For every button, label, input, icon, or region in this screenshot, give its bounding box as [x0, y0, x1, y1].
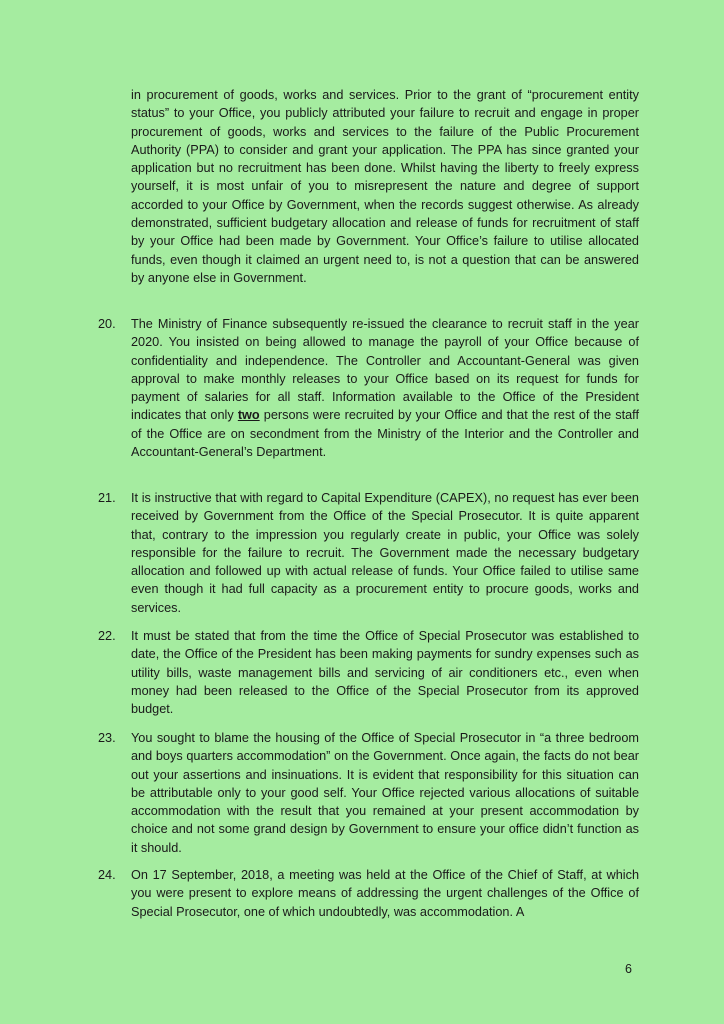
paragraph-number: 22.: [98, 629, 116, 643]
paragraph-text-part2: persons were recruited by your Office and that the rest of the staff of the Office are on secondment from the Ministry of the Interior and the Controller and Accountant-General’s Department.: [131, 408, 639, 460]
paragraph-text: You sought to blame the housing of the Office of Special Prosecutor in “a three bedroom and boys quarters accommodation” on the Government. Once again, the facts do not bear out your assertions and insinuations. It is evident that responsibility for this situation can be attributable only to your good self. Your Office rejected various allocations of suitable accommodation with the result that you remained at your present accommodation by choice and not some grand design by Government to ensure your office didn’t function as it should.: [131, 731, 639, 855]
paragraph-text: On 17 September, 2018, a meeting was held at the Office of the Chief of Staff, at which you were present to explore means of addressing the urgent challenges of the Office of Special Prosecutor, one of which undoubtedly, was accommodation. A: [131, 868, 639, 919]
paragraph-number: 20.: [98, 317, 116, 331]
paragraph-text-part1: The Ministry of Finance subsequently re-issued the clearance to recruit staff in the year 2020. You insisted on being allowed to manage the payroll of your Office because of confidentiality and independence. The Controller and Accountant-General was given approval to make monthly releases to your Office based on its request for funds for payment of salaries for all staff. Information available to the Office of the President indicates that only: [131, 317, 639, 423]
page-number: 6: [625, 962, 632, 976]
paragraph-20: [98, 315, 639, 461]
paragraph-22: [98, 627, 639, 718]
paragraph-24: [98, 866, 639, 921]
paragraph-number: 23.: [98, 731, 116, 745]
emphasized-word: two: [237, 408, 260, 423]
paragraph-continuation: in procurement of goods, works and services. Prior to the grant of “procurement entity status” to your Office, you publicly attributed your failure to recruit and engage in proper procurement of goods, works and services to the failure of the Public Procurement Authority (PPA) to consider and grant your application. The PPA has since granted your application but no recruitment has been done. Whilst having the liberty to freely express yourself, it is most unfair of you to misrepresent the nature and degree of support accorded to your Office by Government, when the records suggest otherwise. As already demonstrated, sufficient budgetary allocation and release of funds for recruitment of staff by your Office had been made by Government. Your Office’s failure to utilise allocated funds, even though it claimed an urgent need to, is not a question that can be answered by anyone else in Government.: [131, 88, 639, 285]
paragraph-text: It must be stated that from the time the Office of Special Prosecutor was established to date, the Office of the President has been making payments for sundry expenses such as utility bills, waste management bills and servicing of air conditioners etc., even when money had been released to the Office of the Special Prosecutor from its approved budget.: [131, 629, 639, 717]
paragraph-21: [98, 489, 639, 617]
paragraph-number: 21.: [98, 491, 116, 505]
paragraph-number: 24.: [98, 868, 116, 882]
paragraph-text: [131, 315, 639, 461]
paragraph-23: [98, 729, 639, 857]
paragraph-text: It is instructive that with regard to Capital Expenditure (CAPEX), no request has ever been received by Government from the Office of the Special Prosecutor. It is quite apparent that, contrary to the impression you regularly create in public, your Office was solely responsible for the failure to recruit. The Government made the necessary budgetary allocation and followed up with actual release of funds. Your Office failed to utilise same even though it had full capacity as a procurement entity to procure goods, works and services.: [131, 491, 639, 615]
